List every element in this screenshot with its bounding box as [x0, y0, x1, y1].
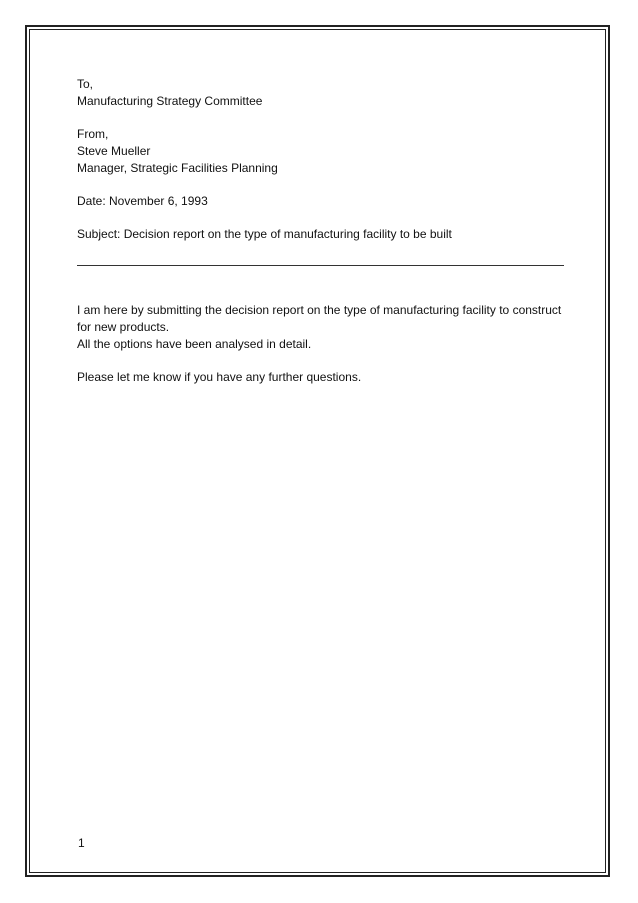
- spacer: [77, 110, 567, 126]
- from-label: From,: [77, 127, 109, 141]
- body-paragraph-1-line-2: for new products.: [77, 320, 170, 334]
- header-divider: [77, 265, 564, 266]
- to-recipient: Manufacturing Strategy Committee: [77, 94, 263, 108]
- spacer: [77, 210, 567, 226]
- from-title: Manager, Strategic Facilities Planning: [77, 161, 278, 175]
- body-paragraph-1-line-1: I am here by submitting the decision report on the type of manufacturing facility to construct: [77, 303, 562, 317]
- memo-subject: Subject: Decision report on the type of manufacturing facility to be built: [77, 227, 452, 241]
- spacer: [77, 177, 567, 193]
- page-number: 1: [78, 836, 85, 850]
- memo-body: [77, 302, 567, 386]
- memo-header: [77, 76, 567, 243]
- to-label: To,: [77, 77, 94, 91]
- spacer: [77, 353, 567, 369]
- body-paragraph-2: Please let me know if you have any further questions.: [77, 370, 362, 384]
- memo-date: Date: November 6, 1993: [77, 194, 208, 208]
- from-name: Steve Mueller: [77, 144, 151, 158]
- body-paragraph-1-line-3: All the options have been analysed in detail.: [77, 337, 312, 351]
